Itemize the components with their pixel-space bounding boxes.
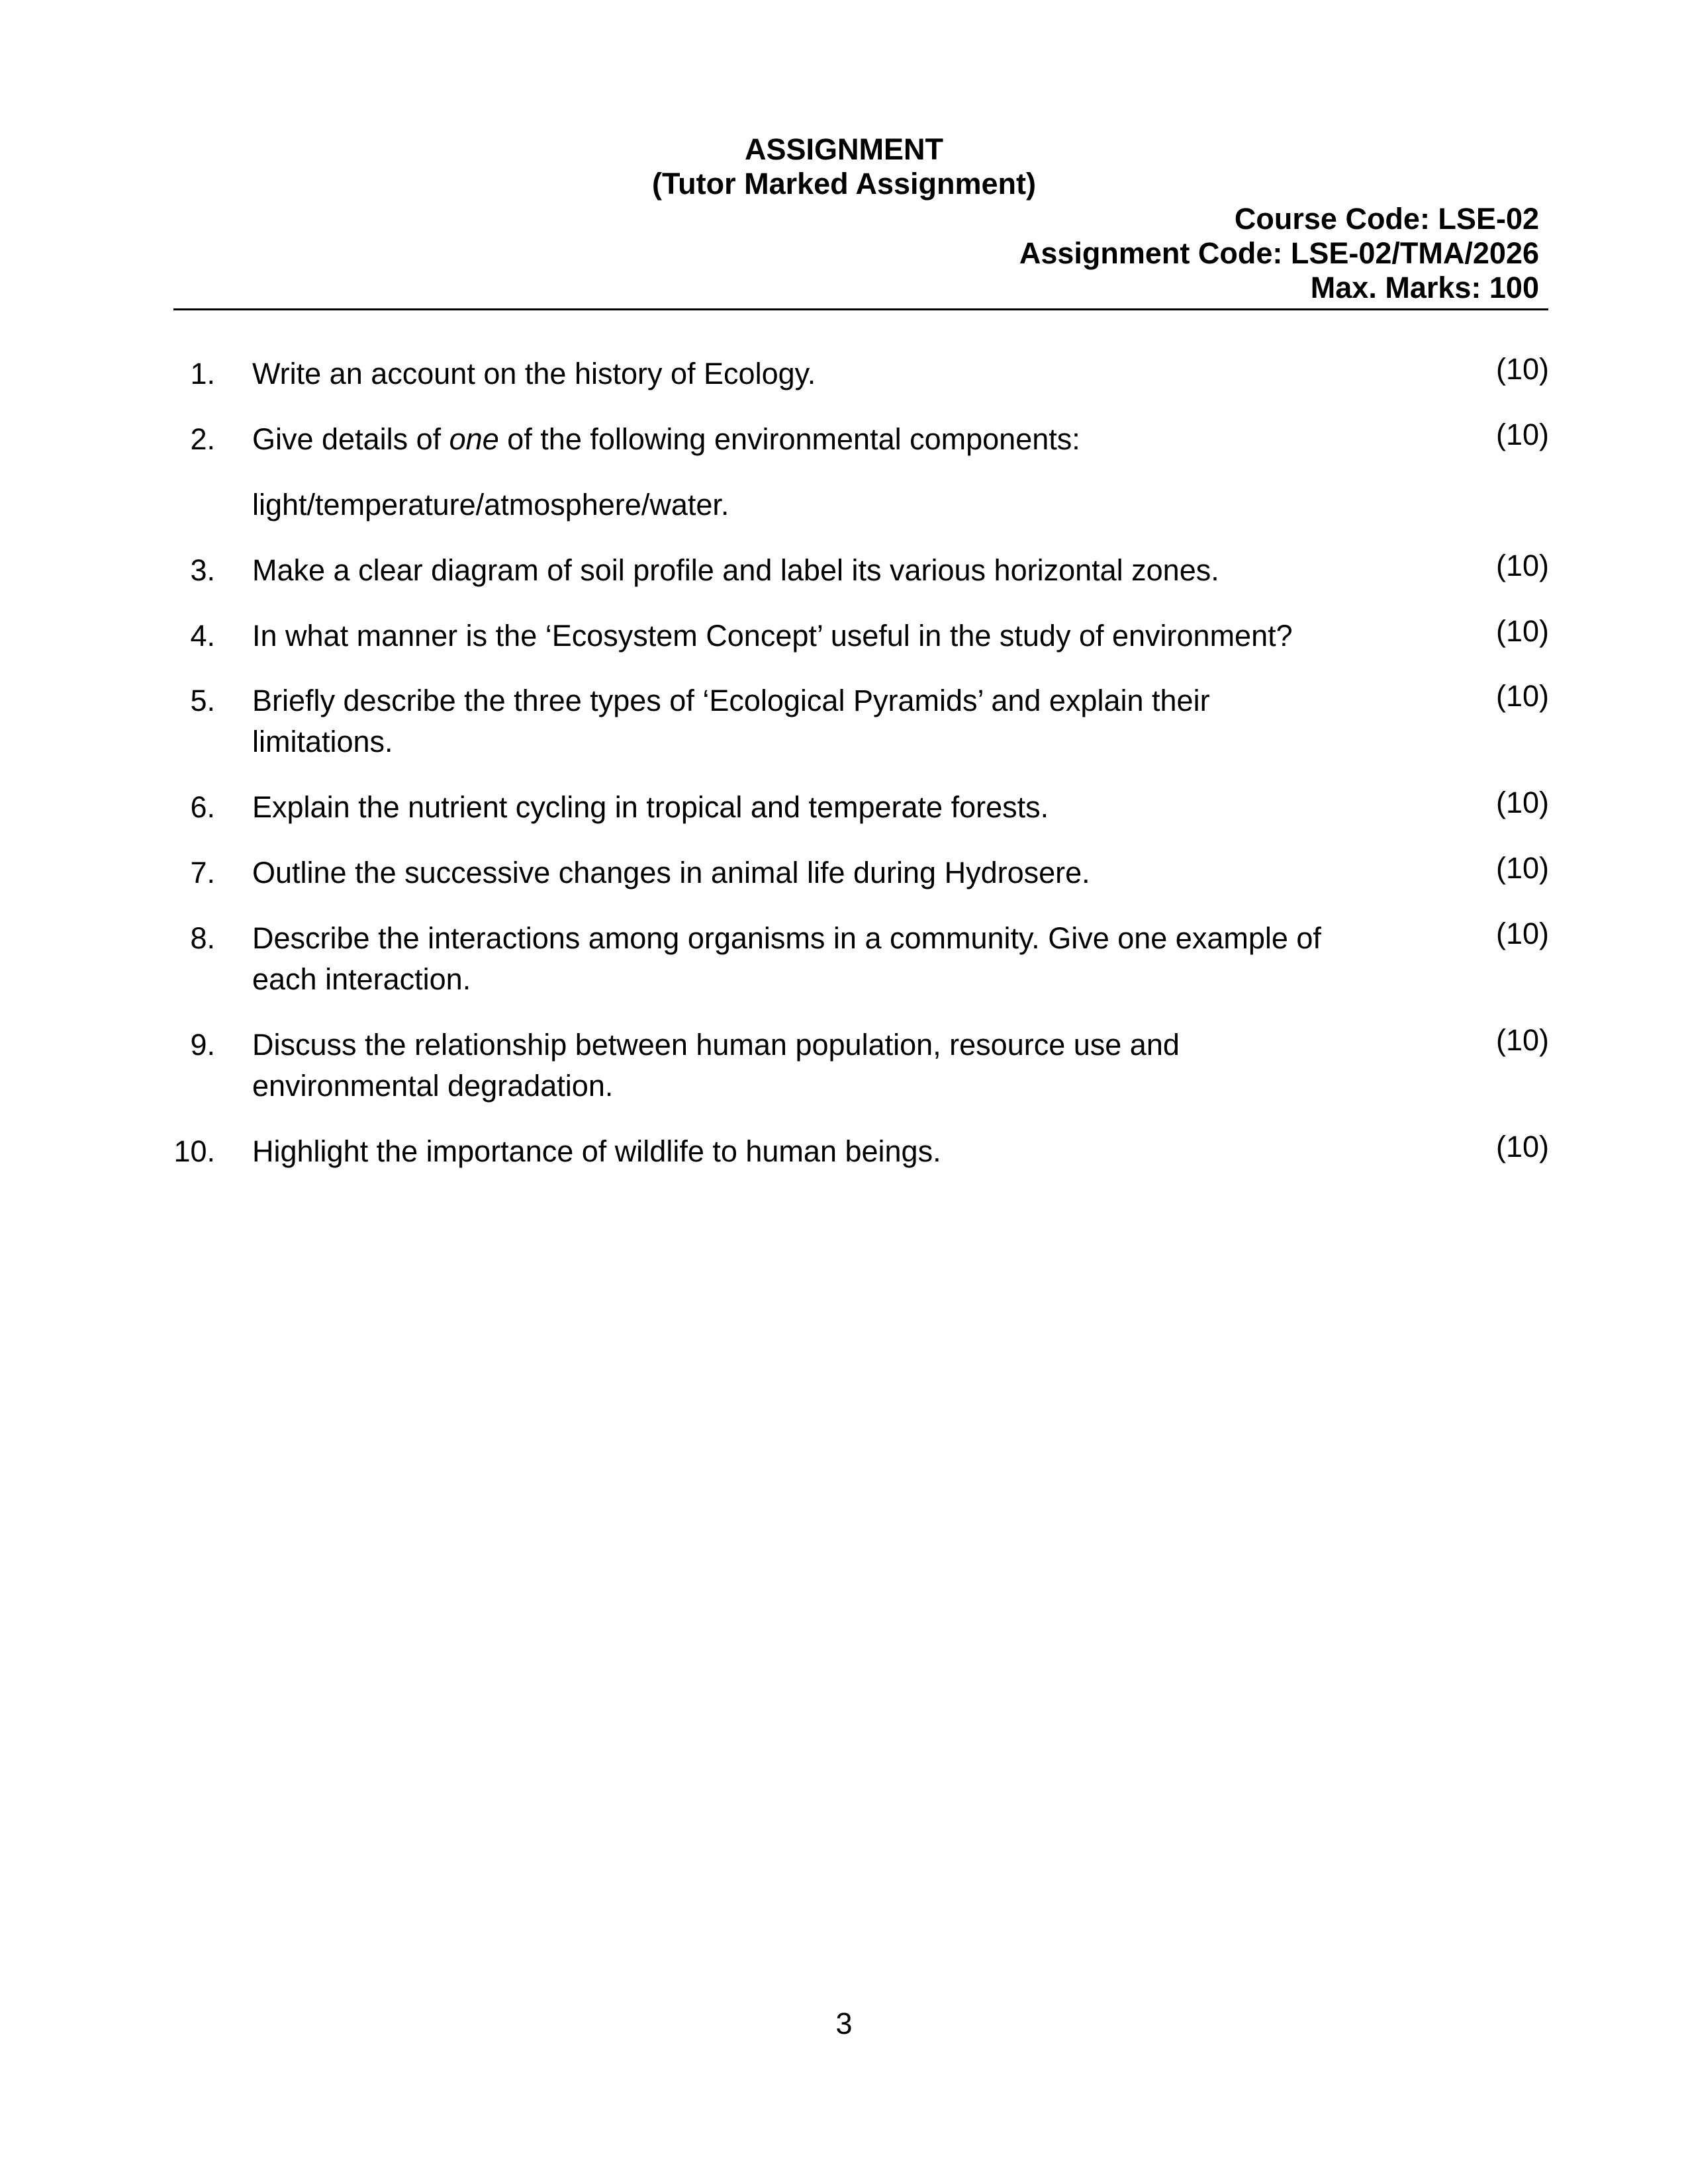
question-marks: (10)	[1495, 679, 1549, 713]
course-code: Course Code: LSE-02	[1234, 202, 1539, 236]
question-line: each interaction.	[252, 962, 471, 996]
question-marks: (10)	[1495, 917, 1549, 950]
question-text	[252, 852, 1378, 893]
question-text	[252, 918, 1378, 1000]
question-text	[252, 419, 1378, 460]
question-number: 1.	[190, 357, 215, 390]
question-text	[252, 550, 1378, 591]
page-number: 3	[835, 2007, 853, 2040]
question-text	[252, 1131, 1378, 1172]
header-divider	[173, 308, 1548, 310]
question-marks: (10)	[1495, 786, 1549, 819]
question-text-part: of the following environmental components:	[498, 422, 1080, 456]
question-number: 2.	[190, 422, 215, 456]
question-number: 8.	[190, 921, 215, 955]
question-number: 7.	[190, 856, 215, 889]
question-number: 9.	[190, 1028, 215, 1062]
question-line	[252, 419, 1378, 460]
question-text	[252, 1024, 1378, 1107]
question-line: Highlight the importance of wildlife to human beings.	[252, 1134, 941, 1168]
question-line: Write an account on the history of Ecology.	[252, 357, 816, 390]
assignment-code: Assignment Code: LSE-02/TMA/2026	[1019, 236, 1539, 270]
question-line: Outline the successive changes in animal life during Hydrosere.	[252, 856, 1090, 889]
question-marks: (10)	[1495, 614, 1549, 648]
question-text	[252, 353, 1378, 394]
question-marks: (10)	[1495, 418, 1549, 451]
question-text-part: Give details of	[252, 422, 449, 456]
question-line: Describe the interactions among organisms in a community. Give one example of	[252, 921, 1321, 955]
question-marks: (10)	[1495, 1130, 1549, 1163]
question-line: limitations.	[252, 725, 393, 758]
question-marks: (10)	[1495, 851, 1549, 885]
question-marks: (10)	[1495, 352, 1549, 386]
question-line: Explain the nutrient cycling in tropical and temperate forests.	[252, 790, 1049, 824]
question-marks: (10)	[1495, 1023, 1549, 1057]
question-line: Make a clear diagram of soil profile and label its various horizontal zones.	[252, 553, 1219, 587]
assignment-title: ASSIGNMENT	[744, 132, 943, 166]
assignment-subtitle: (Tutor Marked Assignment)	[651, 167, 1037, 201]
question-text	[252, 680, 1378, 762]
question-line: Discuss the relationship between human population, resource use and	[252, 1028, 1180, 1062]
question-line: Briefly describe the three types of ‘Ecological Pyramids’ and explain their	[252, 684, 1210, 717]
question-number: 4.	[190, 619, 215, 653]
question-number: 5.	[190, 684, 215, 717]
question-line: In what manner is the ‘Ecosystem Concept’ useful in the study of environment?	[252, 619, 1293, 653]
question-emphasis: one	[449, 422, 499, 456]
question-text	[252, 615, 1378, 657]
question-number: 10.	[173, 1134, 215, 1168]
question-marks: (10)	[1495, 549, 1549, 582]
question-number: 6.	[190, 790, 215, 824]
question-line: environmental degradation.	[252, 1069, 614, 1103]
question-number: 3.	[190, 553, 215, 587]
max-marks: Max. Marks: 100	[1310, 271, 1539, 304]
question-text	[252, 787, 1378, 828]
question-options: light/temperature/atmosphere/water.	[252, 488, 729, 522]
